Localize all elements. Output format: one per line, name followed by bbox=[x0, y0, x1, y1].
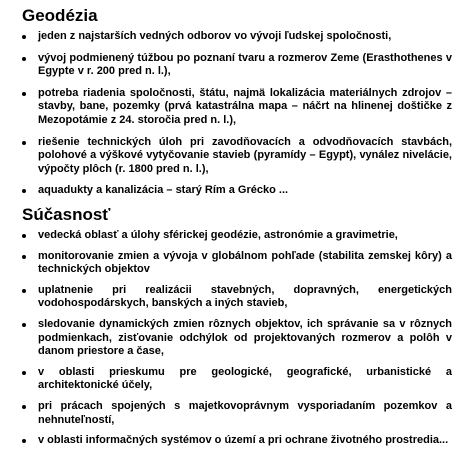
section-sucasnost bbox=[0, 205, 464, 455]
section-heading: Geodézia bbox=[22, 6, 98, 25]
list-item-text: aquadukty a kanalizácia – starý Rím a Grécko ... bbox=[38, 184, 289, 197]
bullet-icon bbox=[22, 141, 26, 145]
list-item-text: uplatnenie pri realizácii stavebných, dopravných, energetických vodohospodárskych, banských a iných stavieb, bbox=[38, 283, 452, 310]
bullet-icon bbox=[22, 234, 26, 238]
list-item-text: pri prácach spojených s majetkovoprávnym vysporiadaním pozemkov a nehnuteľností, bbox=[38, 399, 452, 426]
list-item-text: riešenie technických úloh pri zavodňovacích a odvodňovacích stavbách, polohové a výškové vytyčovanie stavieb (pyramídy – Egypt), vynález nivelácie, výpočty plôch (r. 1800 pred n. l.), bbox=[38, 135, 452, 175]
list-item bbox=[0, 229, 464, 243]
list-item bbox=[0, 400, 464, 427]
list-item-text: v oblasti prieskumu pre geologické, geografické, urbanistické a architektonické účely, bbox=[38, 365, 452, 392]
bullet-icon bbox=[22, 371, 26, 375]
list-item-text: vedecká oblasť a úlohy sférickej geodézie, astronómie a gravimetrie, bbox=[38, 229, 398, 241]
list-item-text: potreba riadenia spoločnosti, štátu, najmä lokalizácia materiálnych zdrojov – stavby, bane, pozemky (prvá katastrálna mapa – náčrt na hlinenej doštičke z Mezopotámie z 24. storočia pred n. l.), bbox=[38, 86, 452, 126]
bullet-icon bbox=[22, 323, 26, 327]
list-item bbox=[0, 434, 464, 448]
list-item bbox=[0, 136, 464, 177]
list-item bbox=[0, 318, 464, 359]
bullet-icon bbox=[22, 255, 26, 259]
section-geodezia bbox=[0, 6, 464, 206]
list-item bbox=[0, 284, 464, 311]
list-item bbox=[0, 184, 464, 198]
bullet-list bbox=[0, 229, 464, 448]
bullet-icon bbox=[22, 92, 26, 96]
list-item-text: v oblasti informačných systémov o území a pri ochrane životného prostredia... bbox=[38, 434, 449, 447]
bullet-icon bbox=[22, 289, 26, 293]
list-item bbox=[0, 250, 464, 277]
list-item-text: monitorovanie zmien a vývoja v globálnom pohľade (stabilita zemskej kôry) a technických objektov bbox=[38, 249, 452, 276]
list-item-text: vývoj podmienený túžbou po poznaní tvaru a rozmerov Zeme (Erasthothenes v Egypte v r. 200 pred n. l.), bbox=[38, 51, 452, 78]
bullet-icon bbox=[22, 57, 26, 61]
list-item-text: sledovanie dynamických zmien rôznych objektov, ich správanie sa v rôznych podmienkach, zisťovanie odchýlok od projektovaných rozmerov a polôh v danom priestore a čase, bbox=[38, 317, 452, 358]
list-item bbox=[0, 52, 464, 79]
bullet-icon bbox=[22, 189, 26, 193]
bullet-icon bbox=[22, 405, 26, 409]
list-item bbox=[0, 87, 464, 128]
bullet-icon bbox=[22, 439, 26, 443]
section-heading: Súčasnosť bbox=[22, 205, 111, 224]
bullet-list bbox=[0, 30, 464, 198]
list-item-text: jeden z najstarších vedných odborov vo vývoji ľudskej spoločnosti, bbox=[38, 30, 392, 42]
list-item bbox=[0, 366, 464, 393]
bullet-icon bbox=[22, 35, 26, 39]
list-item bbox=[0, 30, 464, 44]
